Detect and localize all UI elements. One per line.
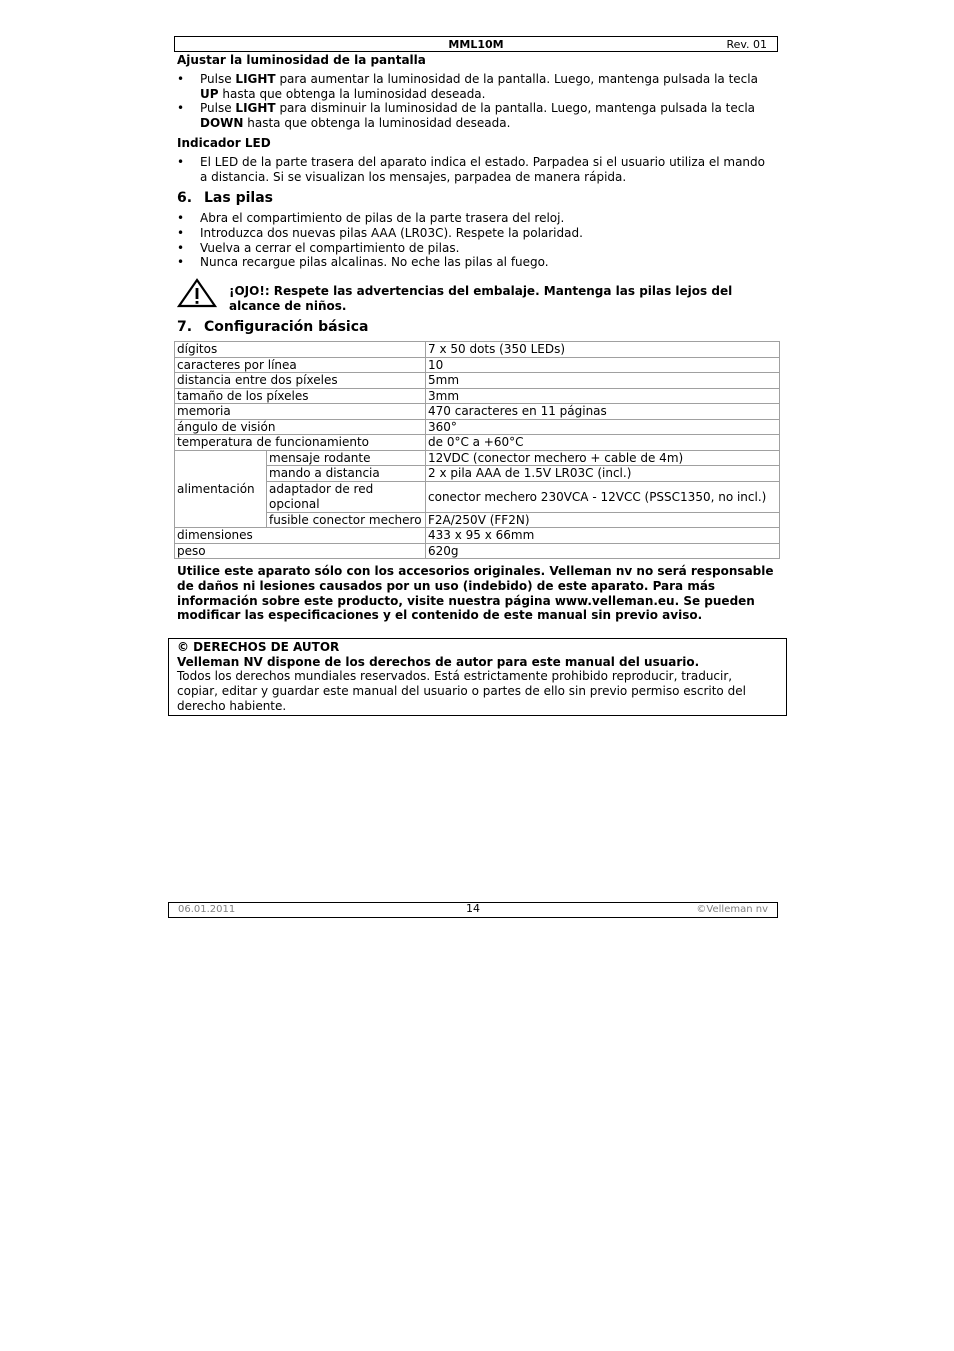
brightness-heading: Ajustar la luminosidad de la pantalla: [177, 53, 426, 67]
spec-value: 7 x 50 dots (350 LEDs): [426, 342, 780, 358]
table-row: [175, 435, 780, 451]
table-row: [175, 388, 780, 404]
brightness-item-1-line-2: UP hasta que obtenga la luminosidad deseada.: [200, 87, 486, 101]
led-heading: Indicador LED: [177, 136, 271, 150]
spec-label: tamaño de los píxeles: [175, 388, 426, 404]
spec-value: 3mm: [426, 388, 780, 404]
battery-warning-line-2: alcance de niños.: [229, 299, 347, 313]
spec-value: 10: [426, 357, 780, 373]
spec-value: conector mechero 230VCA - 12VCC (PSSC1350, no incl.): [426, 481, 780, 512]
bullet: •: [177, 226, 185, 240]
disclaimer-line: información sobre este producto, visite nuestra página www.velleman.eu. Se pueden: [177, 594, 755, 608]
disclaimer-line: Utilice este aparato sólo con los accesorios originales. Velleman nv no será responsable: [177, 564, 774, 578]
copyright-text: derecho habiente.: [177, 699, 287, 713]
battery-item: Nunca recargue pilas alcalinas. No eche las pilas al fuego.: [200, 255, 549, 269]
table-row: [175, 543, 780, 559]
warning-icon: [177, 278, 217, 308]
bullet: •: [177, 255, 185, 269]
page-number: 14: [466, 902, 480, 915]
section-heading-batteries: 6. Las pilas: [177, 190, 273, 206]
battery-item: Introduzca dos nuevas pilas AAA (LR03C). Respete la polaridad.: [200, 226, 583, 240]
model-name: MML10M: [448, 38, 504, 51]
spec-label: peso: [175, 543, 426, 559]
spec-label: caracteres por línea: [175, 357, 426, 373]
spec-value: 5mm: [426, 373, 780, 389]
spec-sublabel: adaptador de red opcional: [267, 481, 426, 512]
led-text-line-1: El LED de la parte trasera del aparato indica el estado. Parpadea si el usuario utiliza el mando: [200, 155, 765, 169]
bullet: •: [177, 155, 185, 169]
spec-value: 470 caracteres en 11 páginas: [426, 404, 780, 420]
copyright-box: [168, 638, 787, 716]
spec-value: 620g: [426, 543, 780, 559]
page-footer: [168, 902, 778, 918]
bullet: •: [177, 211, 185, 225]
brightness-item-2-line-2: DOWN hasta que obtenga la luminosidad deseada.: [200, 116, 511, 130]
led-text-line-2: a distancia. Si se visualizan los mensajes, parpadea de manera rápida.: [200, 170, 627, 184]
spec-label: memoria: [175, 404, 426, 420]
table-row: [175, 357, 780, 373]
table-row: [175, 450, 780, 466]
disclaimer-line: modificar las especificaciones y el contenido de este manual sin previo aviso.: [177, 608, 703, 622]
bullet: •: [177, 241, 185, 255]
spec-table: [174, 341, 780, 559]
spec-sublabel: mensaje rodante: [267, 450, 426, 466]
brightness-item-1-line-1: Pulse LIGHT para aumentar la luminosidad de la pantalla. Luego, mantenga pulsada la tecla: [200, 72, 758, 86]
spec-label: temperatura de funcionamiento: [175, 435, 426, 451]
revision: Rev. 01: [726, 38, 767, 51]
spec-value: 2 x pila AAA de 1.5V LR03C (incl.): [426, 466, 780, 482]
spec-value: 360°: [426, 419, 780, 435]
table-row: [175, 373, 780, 389]
spec-value: 433 x 95 x 66mm: [426, 528, 780, 544]
copyright-owner: Velleman NV dispone de los derechos de autor para este manual del usuario.: [177, 655, 700, 669]
spec-label: dimensiones: [175, 528, 426, 544]
table-row: [175, 419, 780, 435]
bullet: •: [177, 101, 185, 115]
spec-sublabel: fusible conector mechero: [267, 512, 426, 528]
disclaimer-line: de daños ni lesiones causados por un uso (indebido) de este aparato. Para más: [177, 579, 716, 593]
spec-label-power: alimentación: [175, 450, 267, 528]
battery-item: Abra el compartimiento de pilas de la parte trasera del reloj.: [200, 211, 565, 225]
spec-sublabel: mando a distancia: [267, 466, 426, 482]
battery-item: Vuelva a cerrar el compartimiento de pilas.: [200, 241, 460, 255]
spec-label: dígitos: [175, 342, 426, 358]
section-heading-config: 7. Configuración básica: [177, 319, 369, 335]
footer-brand: ©Velleman nv: [696, 904, 768, 915]
copyright-text: Todos los derechos mundiales reservados. Está estrictamente prohibido reproducir, traducir,: [177, 669, 733, 683]
brightness-item-2-line-1: Pulse LIGHT para disminuir la luminosidad de la pantalla. Luego, mantenga pulsada la tecla: [200, 101, 756, 115]
spec-value: de 0°C a +60°C: [426, 435, 780, 451]
spec-value: F2A/250V (FF2N): [426, 512, 780, 528]
spec-label: ángulo de visión: [175, 419, 426, 435]
spec-value: 12VDC (conector mechero + cable de 4m): [426, 450, 780, 466]
page-header: [174, 36, 778, 52]
table-row: [175, 528, 780, 544]
table-row: [175, 404, 780, 420]
footer-date: 06.01.2011: [178, 904, 236, 915]
copyright-title: © DERECHOS DE AUTOR: [177, 640, 340, 654]
copyright-text: copiar, editar y guardar este manual del usuario o partes de ello sin previo permiso escrito del: [177, 684, 746, 698]
spec-label: distancia entre dos píxeles: [175, 373, 426, 389]
battery-warning-line-1: ¡OJO!: Respete las advertencias del embalaje. Mantenga las pilas lejos del: [229, 284, 733, 298]
bullet: •: [177, 72, 185, 86]
table-row: [175, 342, 780, 358]
